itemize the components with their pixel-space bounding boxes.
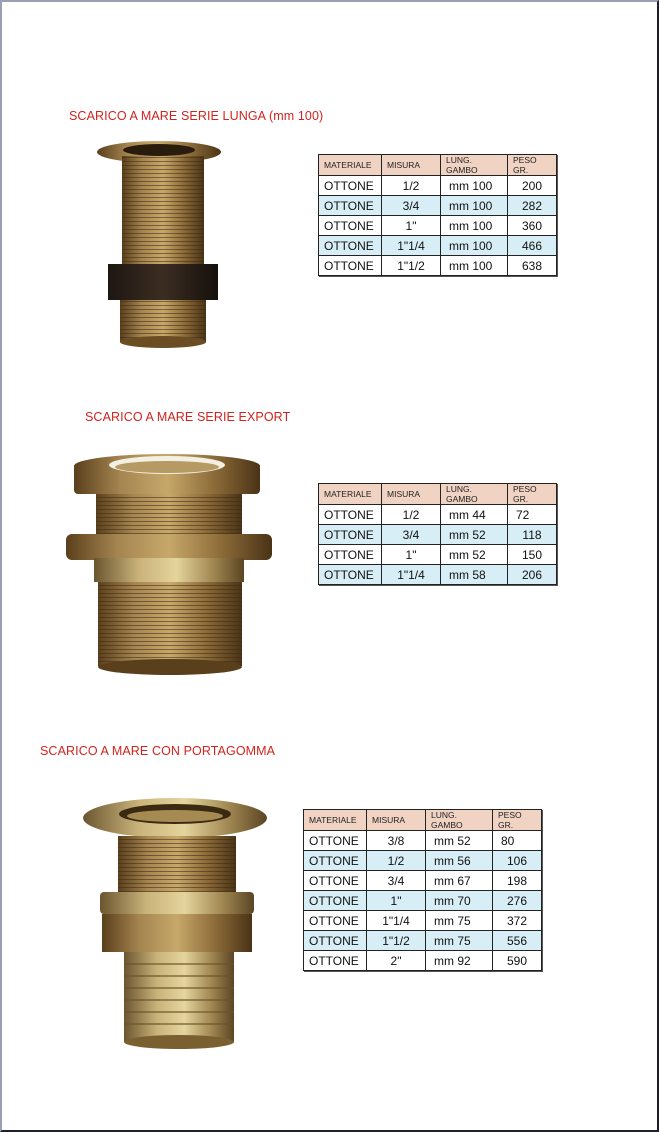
cell-peso: 590 bbox=[493, 951, 542, 971]
spec-table-export bbox=[318, 483, 557, 585]
cell-misura: 1/2 bbox=[382, 505, 441, 525]
table-row bbox=[319, 216, 557, 236]
cell-materiale: OTTONE bbox=[319, 505, 382, 525]
cell-materiale: OTTONE bbox=[319, 176, 382, 196]
cell-materiale: OTTONE bbox=[319, 196, 382, 216]
table-row bbox=[319, 196, 557, 216]
cell-misura: 1/2 bbox=[382, 176, 441, 196]
cell-misura: 1"1/2 bbox=[367, 931, 426, 951]
section-title-portagomma: SCARICO A MARE CON PORTAGOMMA bbox=[40, 744, 276, 758]
cell-misura: 1" bbox=[382, 545, 441, 565]
cell-misura: 1" bbox=[367, 891, 426, 911]
table-row bbox=[304, 851, 542, 871]
cell-misura: 1"1/2 bbox=[382, 256, 441, 276]
cell-peso: 72 bbox=[508, 505, 557, 525]
header-misura: MISURA bbox=[382, 155, 441, 176]
cell-lung-gambo: mm 100 bbox=[441, 256, 508, 276]
header-peso: PESO GR. bbox=[508, 155, 557, 176]
cell-materiale: OTTONE bbox=[319, 236, 382, 256]
cell-peso: 106 bbox=[493, 851, 542, 871]
table-row bbox=[319, 505, 557, 525]
cell-peso: 150 bbox=[508, 545, 557, 565]
cell-misura: 1"1/4 bbox=[382, 236, 441, 256]
cell-misura: 3/4 bbox=[367, 871, 426, 891]
cell-misura: 3/8 bbox=[367, 831, 426, 851]
cell-materiale: OTTONE bbox=[319, 525, 382, 545]
cell-lung-gambo: mm 75 bbox=[426, 911, 493, 931]
header-materiale: MATERIALE bbox=[319, 484, 382, 505]
cell-peso: 206 bbox=[508, 565, 557, 585]
cell-misura: 1" bbox=[382, 216, 441, 236]
table-row bbox=[319, 525, 557, 545]
cell-materiale: OTTONE bbox=[319, 256, 382, 276]
fitting-portagomma-image bbox=[82, 796, 272, 1052]
cell-materiale: OTTONE bbox=[319, 216, 382, 236]
table-row bbox=[304, 891, 542, 911]
cell-lung-gambo: mm 100 bbox=[441, 236, 508, 256]
cell-peso: 556 bbox=[493, 931, 542, 951]
cell-lung-gambo: mm 92 bbox=[426, 951, 493, 971]
cell-lung-gambo: mm 56 bbox=[426, 851, 493, 871]
cell-lung-gambo: mm 70 bbox=[426, 891, 493, 911]
table-row bbox=[319, 236, 557, 256]
cell-peso: 638 bbox=[508, 256, 557, 276]
cell-lung-gambo: mm 52 bbox=[426, 831, 493, 851]
cell-peso: 200 bbox=[508, 176, 557, 196]
cell-lung-gambo: mm 52 bbox=[441, 525, 508, 545]
cell-lung-gambo: mm 44 bbox=[441, 505, 508, 525]
cell-materiale: OTTONE bbox=[319, 565, 382, 585]
cell-peso: 360 bbox=[508, 216, 557, 236]
cell-misura: 3/4 bbox=[382, 525, 441, 545]
cell-peso: 118 bbox=[508, 525, 557, 545]
table-row bbox=[319, 256, 557, 276]
cell-lung-gambo: mm 75 bbox=[426, 931, 493, 951]
cell-misura: 1"1/4 bbox=[382, 565, 441, 585]
spec-table-portagomma bbox=[303, 809, 542, 971]
cell-misura: 1"1/4 bbox=[367, 911, 426, 931]
cell-lung-gambo: mm 67 bbox=[426, 871, 493, 891]
cell-materiale: OTTONE bbox=[304, 871, 367, 891]
cell-misura: 2" bbox=[367, 951, 426, 971]
header-misura: MISURA bbox=[382, 484, 441, 505]
cell-peso: 466 bbox=[508, 236, 557, 256]
cell-materiale: OTTONE bbox=[304, 931, 367, 951]
table-row bbox=[319, 565, 557, 585]
cell-peso: 372 bbox=[493, 911, 542, 931]
table-row bbox=[319, 545, 557, 565]
cell-materiale: OTTONE bbox=[304, 851, 367, 871]
header-materiale: MATERIALE bbox=[319, 155, 382, 176]
table-row bbox=[304, 911, 542, 931]
header-lung-gambo: LUNG. GAMBO bbox=[441, 155, 508, 176]
cell-materiale: OTTONE bbox=[304, 831, 367, 851]
cell-lung-gambo: mm 58 bbox=[441, 565, 508, 585]
spec-table-lunga bbox=[318, 154, 557, 276]
cell-materiale: OTTONE bbox=[304, 911, 367, 931]
table-row bbox=[304, 931, 542, 951]
cell-materiale: OTTONE bbox=[304, 951, 367, 971]
section-title-lunga: SCARICO A MARE SERIE LUNGA (mm 100) bbox=[69, 109, 324, 123]
cell-materiale: OTTONE bbox=[319, 545, 382, 565]
table-row bbox=[304, 871, 542, 891]
header-lung-gambo: LUNG. GAMBO bbox=[441, 484, 508, 505]
table-row bbox=[319, 176, 557, 196]
cell-misura: 3/4 bbox=[382, 196, 441, 216]
section-title-export: SCARICO A MARE SERIE EXPORT bbox=[85, 410, 291, 424]
cell-lung-gambo: mm 100 bbox=[441, 176, 508, 196]
cell-peso: 282 bbox=[508, 196, 557, 216]
header-lung-gambo: LUNG. GAMBO bbox=[426, 810, 493, 831]
fitting-export-image bbox=[64, 450, 276, 682]
cell-misura: 1/2 bbox=[367, 851, 426, 871]
header-misura: MISURA bbox=[367, 810, 426, 831]
table-row bbox=[304, 951, 542, 971]
cell-lung-gambo: mm 100 bbox=[441, 216, 508, 236]
header-materiale: MATERIALE bbox=[304, 810, 367, 831]
cell-peso: 276 bbox=[493, 891, 542, 911]
cell-peso: 198 bbox=[493, 871, 542, 891]
cell-materiale: OTTONE bbox=[304, 891, 367, 911]
header-peso: PESO GR. bbox=[493, 810, 542, 831]
cell-peso: 80 bbox=[493, 831, 542, 851]
table-row bbox=[304, 831, 542, 851]
cell-lung-gambo: mm 52 bbox=[441, 545, 508, 565]
header-peso: PESO GR. bbox=[508, 484, 557, 505]
cell-lung-gambo: mm 100 bbox=[441, 196, 508, 216]
fitting-lunga-image bbox=[96, 138, 230, 352]
